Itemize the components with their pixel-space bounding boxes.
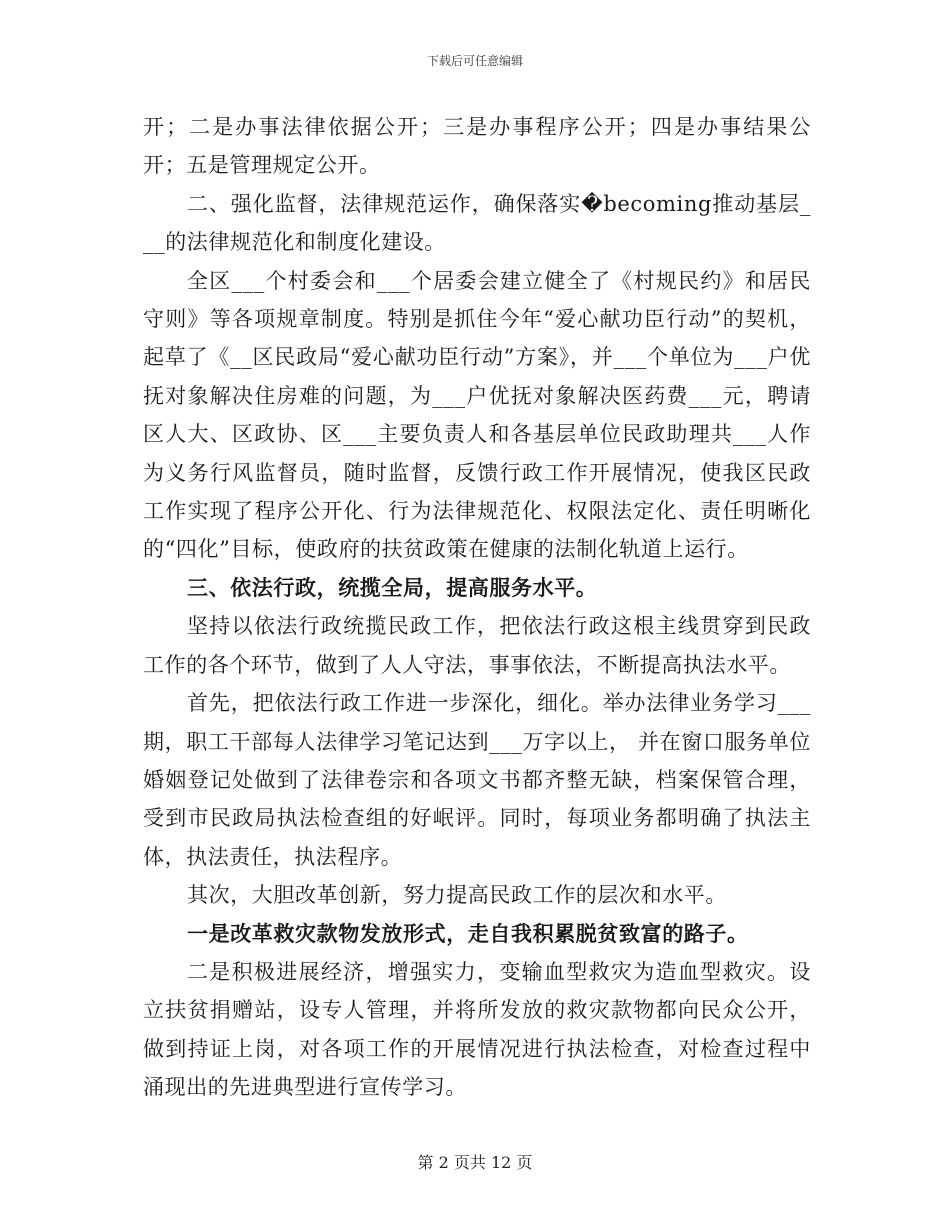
page-number: 第 2 页共 12 页 xyxy=(417,1153,533,1172)
paragraph-6: 首先，把依法行政工作进一步深化，细化。举办法律业务学习___期，职工干部每人法律学习笔记达到___万字以上， 并在窗口服务单位婚姻登记处做到了法律卷宗和各项文书都齐整无缺，档案保管合理，受到市民政局执法检查组的好岷评。同时，每项业务都明确了执法主体，执法责任，执法程序。 xyxy=(143,691,811,869)
paragraph-1: 开；二是办事法律依据公开；三是办事程序公开；四是办事结果公开；五是管理规定公开。 xyxy=(143,115,811,178)
paragraph-7: 其次，大胆改革创新，努力提高民政工作的层次和水平。 xyxy=(187,883,727,908)
page-header: 下载后可任意编辑 xyxy=(426,54,523,68)
paragraph-3: 全区___个村委会和___个居委会建立健全了《村规民约》和居民守则》等各项规章制度。特别是抓住今年“爱心献功臣行动”的契机，起草了《__区民政局“爱心献功臣行动”方案》，并___个单位为___户优抚对象解决住房难的问题，为___户优抚对象解决医药费___元，聘请区人大、区政协、区___主要负责人和各基层单位民政助理共___人作为义务行风监督员，随时监督，反馈行政工作开展情况，使我区民政工作实现了程序公开化、行为法律规范化、权限法定化、责任明晰化的“四化”目标，使政府的扶贫政策在健康的法制化轨道上运行。 xyxy=(143,268,811,562)
document-body xyxy=(143,108,811,1107)
paragraph-9: 二是积极进展经济，增强实力，变输血型救灾为造血型救灾。设立扶贫捐赠站，设专人管理，并将所发放的救灾款物都向民众公开，做到持证上岗，对各项工作的开展情况进行执法检查，对检查过程中涌现出的先进典型进行宣传学习。 xyxy=(143,959,811,1100)
paragraph-2: 二、强化监督，法律规范运作，确保落实�becoming推动基层___的法律规范化和制度化建设。 xyxy=(143,191,811,255)
paragraph-5: 坚持以依法行政统揽民政工作，把依法行政这根主线贯穿到民政工作的各个环节，做到了人人守法，事事依法，不断提高执法水平。 xyxy=(143,614,811,677)
section-heading-3: 三、依法行政，统揽全局，提高服务水平。 xyxy=(187,574,598,600)
subheading-reform: 一是改革救灾款物发放形式，走自我积累脱贫致富的路子。 xyxy=(187,920,749,946)
